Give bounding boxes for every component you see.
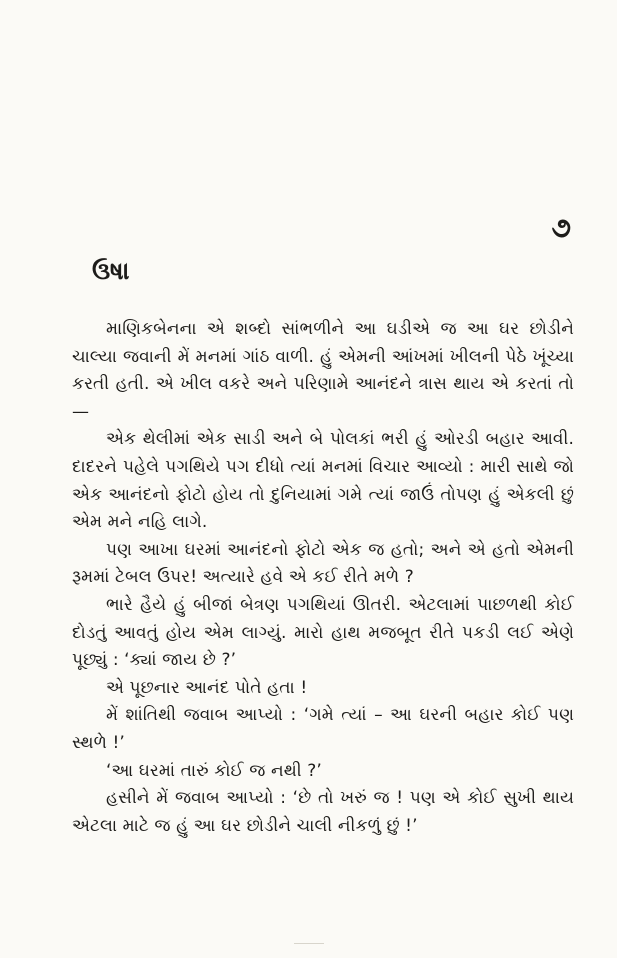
chapter-title: ઉષા bbox=[92, 257, 130, 285]
page-divider bbox=[294, 943, 324, 944]
paragraph: ભારે હૈયે હું બીજાં બેત્રણ પગથિયાં ઊતરી. એટલામાં પાછળથી કોઈ દોડતું આવતું હોય એમ લાગ્યું. મારો હાથ મજબૂત રીતે પકડી લઈ એણે પૂછ્યું : ‘ક્યાં જાય છે ?’ bbox=[72, 594, 574, 671]
chapter-number: ૭ bbox=[551, 211, 571, 244]
paragraph: પણ આખા ઘરમાં આનંદનો ફોટો એક જ હતો; અને એ હતો એમની રૂમમાં ટેબલ ઉપર! અત્યારે હવે એ કઈ રીતે મળે ? bbox=[72, 539, 574, 588]
paragraph: ‘આ ઘરમાં તારું કોઈ જ નથી ?’ bbox=[106, 760, 322, 781]
paragraph: હસીને મેં જવાબ આપ્યો : ‘છે તો ખરું જ ! પણ એ કોઈ સુખી થાય એટલા માટે જ હું આ ઘર છોડીને ચાલી નીકળું છું !’ bbox=[72, 788, 574, 836]
paragraph: એ પૂછનાર આનંદ પોતે હતા ! bbox=[106, 677, 308, 698]
paragraph: મેં શાંતિથી જવાબ આપ્યો : ‘ગમે ત્યાં – આ ઘરની બહાર કોઈ પણ સ્થળે !’ bbox=[72, 705, 574, 753]
paragraph: એક થેલીમાં એક સાડી અને બે પોલકાં ભરી હું ઓરડી બહાર આવી. દાદરને પહેલે પગથિયે પગ દીધો ત્યાં મનમાં વિચાર આવ્યો : મારી સાથે જો એક આનંદનો ફોટો હોય તો દુનિયામાં ગમે ત્યાં જાઉં તોપણ હું એકલી છું એમ મને નહિ લાગે. bbox=[72, 429, 574, 533]
body-text bbox=[72, 316, 574, 840]
paragraph: માણિકબેનના એ શબ્દો સાંભળીને આ ઘડીએ જ આ ઘર છોડીને ચાલ્યા જવાની મેં મનમાં ગાંઠ વાળી. હું એમની આંખમાં ખીલની પેઠે ખૂંચ્યા કરતી હતી. એ ખીલ વકરે અને પરિણામે આનંદને ત્રાસ થાય એ કરતાં તો— bbox=[72, 319, 574, 422]
